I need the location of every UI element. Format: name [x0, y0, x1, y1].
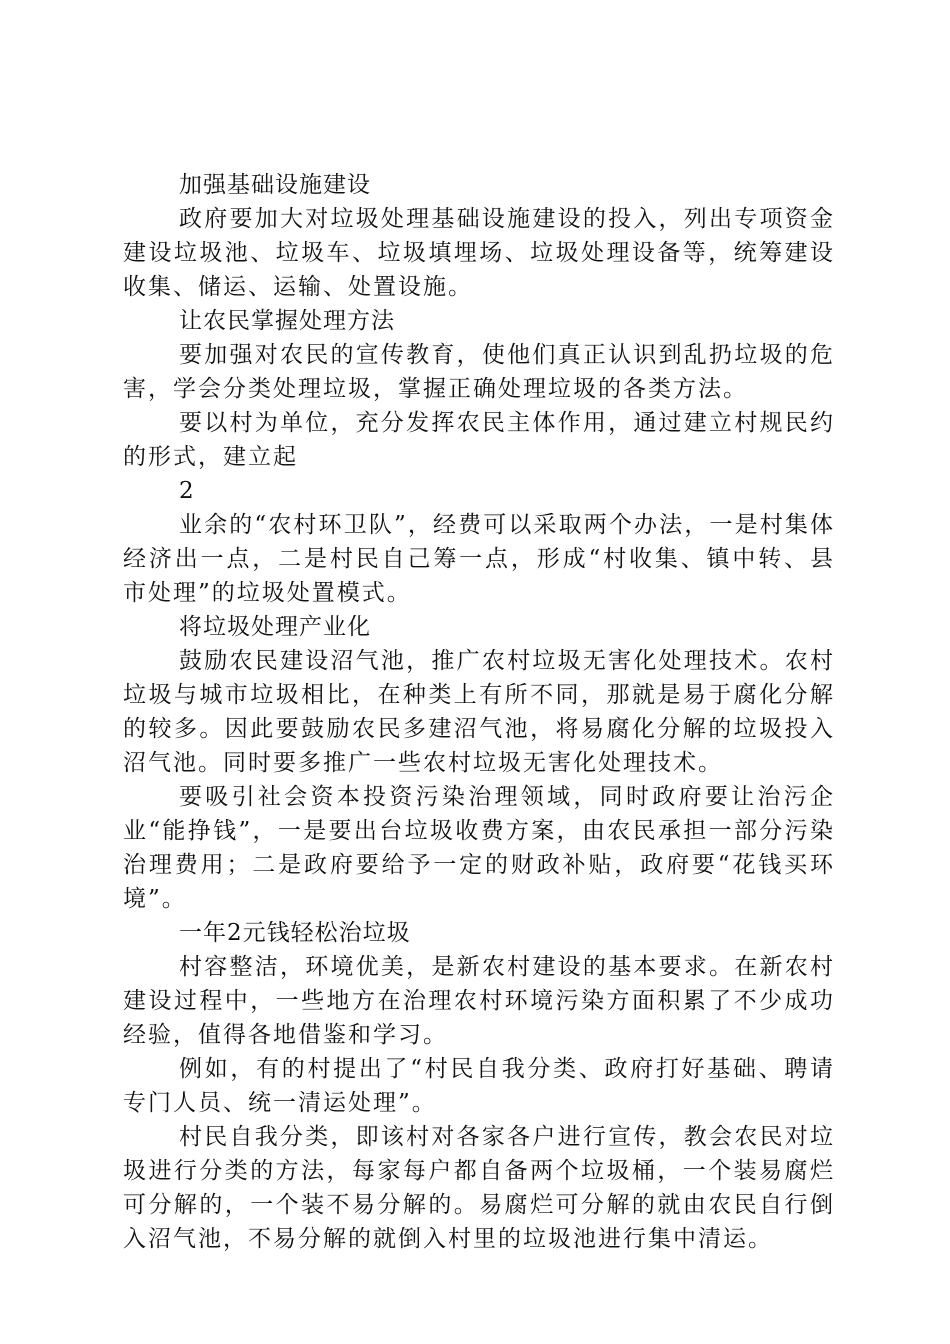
body-paragraph: 鼓励农民建设沼气池，推广农村垃圾无害化处理技术。农村垃圾与城市垃圾相比，在种类上有所不同，那就是易于腐化分解的较多。因此要鼓励农民多建沼气池，将易腐化分解的垃圾投入沼气池。同时要多推广一些农村垃圾无害化处理技术。 — [123, 648, 835, 776]
section-heading: 将垃圾处理产业化 — [179, 614, 371, 640]
section-heading: 加强基础设施建设 — [179, 172, 371, 198]
section-heading: 一年2元钱轻松治垃圾 — [179, 920, 411, 946]
body-paragraph: 业余的“农村环卫队”，经费可以采取两个办法，一是村集体经济出一点，二是村民自己筹一点，形成“村收集、镇中转、县市处理”的垃圾处置模式。 — [123, 512, 835, 606]
body-paragraph: 例如，有的村提出了“村民自我分类、政府打好基础、聘请专门人员、统一清运处理”。 — [123, 1056, 835, 1116]
body-paragraph: 村民自我分类，即该村对各家各户进行宣传，教会农民对垃圾进行分类的方法，每家每户都自备两个垃圾桶，一个装易腐烂可分解的，一个装不易分解的。易腐烂可分解的就由农民自行倒入沼气池，不易分解的就倒入村里的垃圾池进行集中清运。 — [123, 1124, 835, 1252]
body-paragraph: 要以村为单位，充分发挥农民主体作用，通过建立村规民约的形式，建立起 — [123, 410, 835, 470]
body-paragraph: 村容整洁，环境优美，是新农村建设的基本要求。在新农村建设过程中，一些地方在治理农村环境污染方面积累了不少成功经验，值得各地借鉴和学习。 — [123, 954, 835, 1048]
body-paragraph: 要吸引社会资本投资污染治理领域，同时政府要让治污企业“能挣钱”，一是要出台垃圾收费方案，由农民承担一部分污染治理费用；二是政府要给予一定的财政补贴，政府要“花钱买环境”。 — [123, 784, 835, 912]
body-paragraph: 政府要加大对垃圾处理基础设施建设的投入，列出专项资金建设垃圾池、垃圾车、垃圾填埋场、垃圾处理设备等，统筹建设收集、储运、运输、处置设施。 — [123, 206, 835, 300]
document-page — [123, 168, 835, 1256]
section-heading: 让农民掌握处理方法 — [179, 308, 395, 334]
page-number: 2 — [179, 478, 196, 504]
body-paragraph: 要加强对农民的宣传教育，使他们真正认识到乱扔垃圾的危害，学会分类处理垃圾，掌握正确处理垃圾的各类方法。 — [123, 342, 835, 402]
